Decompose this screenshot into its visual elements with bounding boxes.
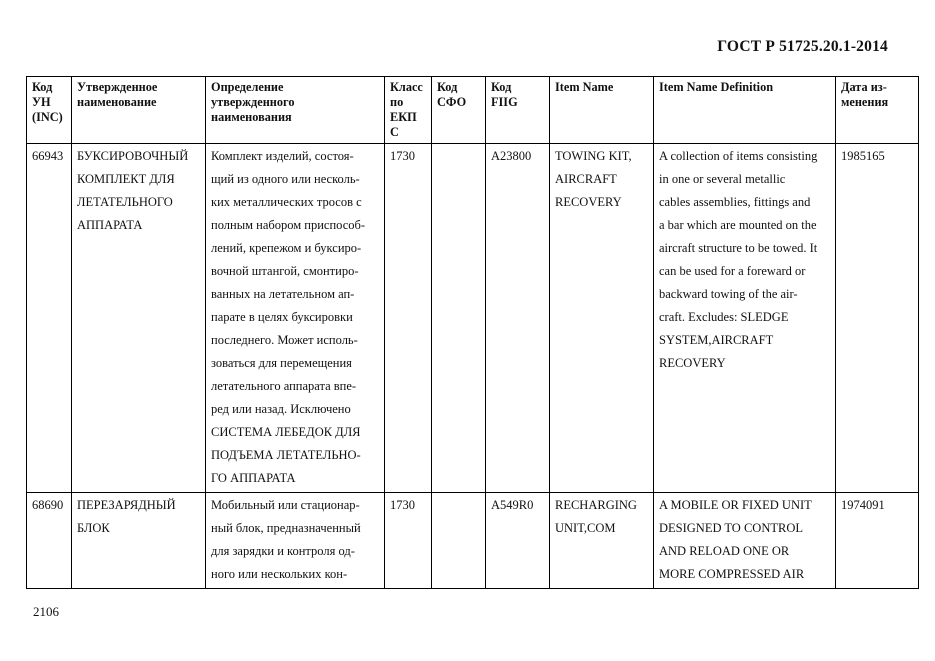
column-header-change-date (836, 77, 919, 144)
column-header-name-definition (206, 77, 385, 144)
text-line: A MOBILE OR FIXED UNIT (659, 498, 812, 512)
text-line: RECOVERY (555, 195, 622, 209)
text-line: FIIG (491, 95, 518, 109)
text-line: can be used for a foreward or (659, 264, 806, 278)
text-line: cables assemblies, fittings and (659, 195, 811, 209)
cell-approved-name (72, 493, 206, 589)
text-line: 1730 (390, 498, 415, 512)
text-line: RECOVERY (659, 356, 726, 370)
cell-item-name-definition (654, 144, 836, 493)
text-line: A549R0 (491, 498, 534, 512)
text-line: ГО АППАРАТА (211, 471, 296, 485)
text-line: щий из одного или несколь- (211, 172, 360, 186)
cell-sfo-code (432, 493, 486, 589)
text-line: ЛЕТАТЕЛЬНОГО (77, 195, 173, 209)
cell-sfo-code (432, 144, 486, 493)
text-line: зоваться для перемещения (211, 356, 352, 370)
cell-change-date (836, 144, 919, 493)
text-line: ный блок, предназначенный (211, 521, 361, 535)
text-line: AND RELOAD ONE OR (659, 544, 790, 558)
cell-name-definition (206, 144, 385, 493)
text-line: СИСТЕМА ЛЕБЕДОК ДЛЯ (211, 425, 361, 439)
text-line: MORE COMPRESSED AIR (659, 567, 805, 581)
text-line: A collection of items consisting (659, 149, 818, 163)
text-line: Код (32, 80, 53, 94)
text-line: С (390, 125, 399, 139)
text-line: ред или назад. Исключено (211, 402, 351, 416)
text-line: Код (491, 80, 512, 94)
text-line: для зарядки и контроля од- (211, 544, 355, 558)
cell-fiig-code (486, 144, 550, 493)
text-line: полным набором приспособ- (211, 218, 366, 232)
text-line: RECHARGING (555, 498, 637, 512)
cell-item-name-definition (654, 493, 836, 589)
text-line: craft. Excludes: SLEDGE (659, 310, 789, 324)
text-line: DESIGNED TO CONTROL (659, 521, 803, 535)
text-line: вочной штангой, смонтиро- (211, 264, 359, 278)
text-line: Item Name (555, 80, 614, 94)
table-header-row (27, 77, 919, 144)
document-title: ГОСТ Р 51725.20.1-2014 (717, 38, 888, 55)
text-line: СФО (437, 95, 467, 109)
text-line: летательного аппарата впе- (211, 379, 357, 393)
column-header-item-name (550, 77, 654, 144)
text-line: УН (32, 95, 51, 109)
text-line: Утвержденное (77, 80, 158, 94)
table-row (27, 144, 919, 493)
text-line: ПОДЪЕМА ЛЕТАТЕЛЬНО- (211, 448, 361, 462)
text-line: TOWING KIT, (555, 149, 632, 163)
cell-item-name (550, 144, 654, 493)
table-row (27, 493, 919, 589)
text-line: наименования (211, 110, 292, 124)
text-line: Класс (390, 80, 423, 94)
column-header-item-name-definition (654, 77, 836, 144)
page-number: 2106 (33, 604, 59, 619)
text-line: ПЕРЕЗАРЯДНЫЙ (77, 498, 176, 512)
text-line: Дата из- (841, 80, 887, 94)
text-line: последнего. Может исполь- (211, 333, 358, 347)
cell-ekps-class (385, 493, 432, 589)
text-line: АППАРАТА (77, 218, 143, 232)
cell-inc-code (27, 144, 72, 493)
cell-fiig-code (486, 493, 550, 589)
text-line: ванных на летательном ап- (211, 287, 355, 301)
text-line: in one or several metallic (659, 172, 786, 186)
cell-ekps-class (385, 144, 432, 493)
column-header-fiig-code (486, 77, 550, 144)
text-line: aircraft structure to be towed. It (659, 241, 818, 255)
text-line: UNIT,COM (555, 521, 616, 535)
text-line: 1974091 (841, 498, 885, 512)
cell-name-definition (206, 493, 385, 589)
text-line: Код (437, 80, 458, 94)
text-line: ЕКП (390, 110, 417, 124)
text-line: Мобильный или стационар- (211, 498, 360, 512)
cell-approved-name (72, 144, 206, 493)
text-line: КОМПЛЕКТ ДЛЯ (77, 172, 175, 186)
item-catalog-table (26, 76, 919, 589)
text-line: SYSTEM,AIRCRAFT (659, 333, 774, 347)
text-line: 1730 (390, 149, 415, 163)
cell-change-date (836, 493, 919, 589)
text-line: ного или нескольких кон- (211, 567, 348, 581)
text-line: БУКСИРОВОЧНЫЙ (77, 149, 189, 163)
text-line: A23800 (491, 149, 532, 163)
text-line: по (390, 95, 404, 109)
text-line: backward towing of the air- (659, 287, 798, 301)
text-line: лений, крепежом и буксиро- (211, 241, 362, 255)
text-line: БЛОК (77, 521, 110, 535)
column-header-ekps-class (385, 77, 432, 144)
text-line: 68690 (32, 498, 64, 512)
text-line: утвержденного (211, 95, 295, 109)
text-line: парате в целях буксировки (211, 310, 353, 324)
text-line: (INC) (32, 110, 63, 124)
text-line: Определение (211, 80, 284, 94)
text-line: a bar which are mounted on the (659, 218, 817, 232)
cell-item-name (550, 493, 654, 589)
text-line: AIRCRAFT (555, 172, 617, 186)
cell-inc-code (27, 493, 72, 589)
text-line: 1985165 (841, 149, 885, 163)
text-line: менения (841, 95, 889, 109)
text-line: Комплект изделий, состоя- (211, 149, 354, 163)
column-header-inc-code (27, 77, 72, 144)
text-line: ких металлических тросов с (211, 195, 362, 209)
text-line: Item Name Definition (659, 80, 774, 94)
text-line: 66943 (32, 149, 64, 163)
text-line: наименование (77, 95, 157, 109)
column-header-approved-name (72, 77, 206, 144)
column-header-sfo-code (432, 77, 486, 144)
